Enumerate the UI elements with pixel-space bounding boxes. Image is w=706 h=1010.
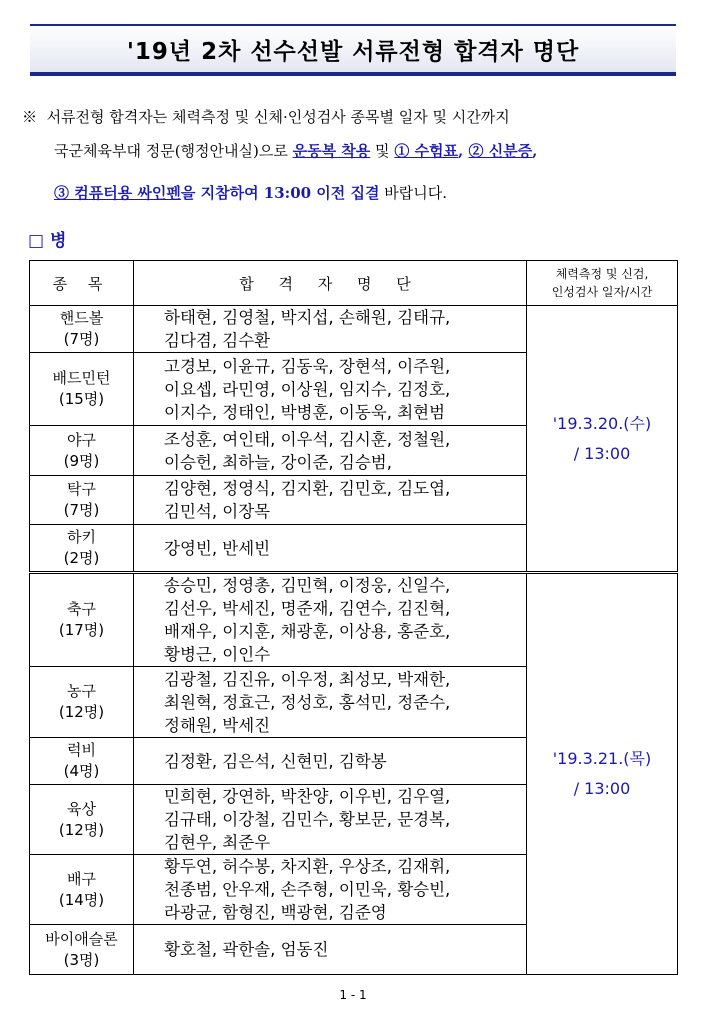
notice-text-2c: 및	[370, 142, 395, 160]
sport-cell: 축구 (17명)	[30, 573, 134, 667]
page-number: 1 - 1	[339, 988, 367, 1002]
names-cell: 민희현, 강연하, 박찬양, 이우빈, 김우열, 김규태, 이강철, 김민수, 황보문, 문경복, 김현우, 최준우	[134, 785, 527, 855]
sport-cell: 농구 (12명)	[30, 667, 134, 738]
date-cell-group-1: '19.3.20.(수) / 13:00	[527, 306, 678, 573]
sport-cell: 핸드볼 (7명)	[30, 306, 134, 353]
notice-line-3	[54, 182, 447, 203]
sport-cell: 배구 (14명)	[30, 855, 134, 925]
notice-comma-2: ,	[532, 142, 538, 160]
sport-cell: 야구 (9명)	[30, 426, 134, 476]
header-names: 합 격 자 명 단	[134, 261, 527, 306]
sport-cell: 탁구 (7명)	[30, 476, 134, 525]
notice-text-1: 서류전형 합격자는 체력측정 및 신체·인성검사 종목별 일자 및 시간까지	[46, 108, 510, 126]
results-table	[29, 260, 678, 975]
names-cell: 김양현, 정영식, 김지환, 김민호, 김도엽, 김민석, 이장목	[134, 476, 527, 525]
date-cell-group-2: '19.3.21.(목) / 13:00	[527, 573, 678, 975]
notice-gather-time: 을 지참하여 13:00 이전 집결	[180, 184, 380, 202]
names-cell: 황호철, 곽한솔, 엄동진	[134, 925, 527, 975]
names-cell: 김정환, 김은석, 신현민, 김학봉	[134, 738, 527, 785]
names-cell: 고경보, 이윤규, 김동욱, 장현석, 이주원, 이요셉, 라민영, 이상원, 임지수, 김정호, 이지수, 정태인, 박병훈, 이동욱, 최현범	[134, 353, 527, 426]
sport-cell: 바이애슬론 (3명)	[30, 925, 134, 975]
title-banner	[30, 24, 676, 76]
table-row	[30, 306, 678, 353]
names-cell: 김광철, 김진유, 이우정, 최성모, 박재한, 최원혁, 정효근, 정성호, 홍석민, 정준수, 정해원, 박세진	[134, 667, 527, 738]
names-cell: 조성훈, 여인태, 이우석, 김시훈, 정철원, 이승헌, 최하늘, 강이준, 김승범,	[134, 426, 527, 476]
sport-cell: 럭비 (4명)	[30, 738, 134, 785]
table-row	[30, 573, 678, 667]
sport-cell: 육상 (12명)	[30, 785, 134, 855]
notice-comma-1: ,	[458, 142, 469, 160]
names-cell: 황두연, 허수봉, 차지환, 우상조, 김재휘, 천종범, 안우재, 손주형, 이민욱, 황승빈, 라광균, 함형진, 백광현, 김준영	[134, 855, 527, 925]
names-cell: 송승민, 정영총, 김민혁, 이정웅, 신일수, 김선우, 박세진, 명준재, 김연수, 김진혁, 배재우, 이지훈, 채광훈, 이상용, 홍준호, 황병근, 이인수	[134, 573, 527, 667]
notice-text-2a: 국군체육부대 정문(행정안내실)으로	[54, 142, 293, 160]
section-heading: □ 병	[28, 231, 67, 251]
notice-mark: ※	[22, 108, 38, 126]
names-cell: 하태현, 김영철, 박지섭, 손해원, 김태규, 김다겸, 김수환	[134, 306, 527, 353]
notice-id-card: ② 신분증	[468, 142, 533, 160]
sport-cell: 배드민턴 (15명)	[30, 353, 134, 426]
header-sport: 종 목	[30, 261, 134, 306]
table-header-row	[30, 261, 678, 306]
notice-sportswear: 운동복 착용	[292, 142, 371, 160]
notice-admission-ticket: ① 수험표	[394, 142, 459, 160]
notice-text-3c: 바랍니다.	[379, 184, 447, 202]
notice-line-1	[22, 106, 510, 127]
names-cell: 강영빈, 반세빈	[134, 525, 527, 573]
page-title: '19년 2차 선수선발 서류전형 합격자 명단	[126, 38, 580, 65]
notice-sign-pen: ③ 컴퓨터용 싸인펜	[54, 184, 181, 202]
header-date: 체력측정 및 신검, 인성검사 일자/시간	[527, 261, 678, 306]
sport-cell: 하키 (2명)	[30, 525, 134, 573]
notice-line-2	[54, 140, 537, 161]
